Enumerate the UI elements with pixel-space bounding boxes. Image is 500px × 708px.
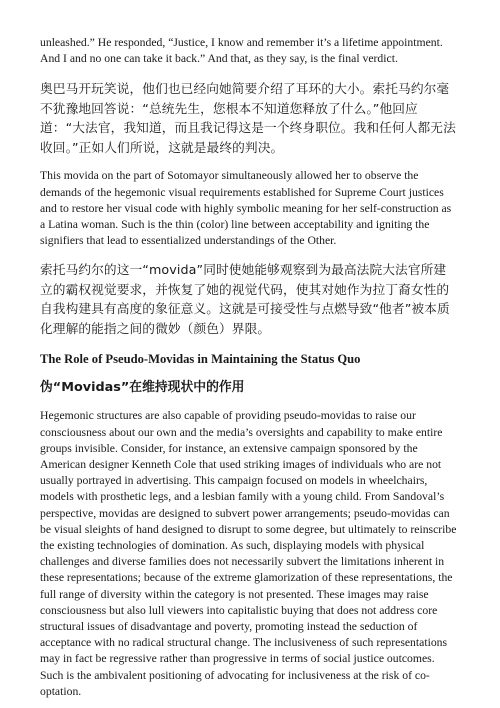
paragraph-english-2: This movida on the part of Sotomayor simultaneously allowed her to observe the demands of the hegemonic visual requirements established for Supreme Court justices and to restore her visual code with highly symbolic meaning for her self-construction as a Latina woman. Such is the thin (color) line between acceptability and igniting the signifiers that lead to essentialized understandings of the Other. <box>40 169 452 248</box>
section-heading-chinese: 伪“Movidas”在维持现状中的作用 <box>40 380 245 396</box>
paragraph-chinese-1: 奥巴马开玩笑说，他们也已经向她简要介绍了耳环的大小。索托马约尔毫不犹豫地回答说：“总统先生，您根本不知道您释放了什么。”他回应道：“大法官，我知道，而且我记得这是一个终身职位。我和任何人都无法收回。”正如人们所说，这就是最终的判决。 <box>40 81 456 155</box>
section-heading-english: The Role of Pseudo-Movidas in Maintaining the Status Quo <box>40 352 361 367</box>
paragraph-english-1: unleashed.” He responded, “Justice, I know and remember it’s a lifetime appointment. And I and no one can take it back.” And that, as they say, is the final verdict. <box>40 36 443 66</box>
paragraph-english-3: Hegemonic structures are also capable of providing pseudo-movidas to raise our consciousness about our own and the media’s oversights and capability to make entire groups invisible. Consider, for instance, an extensive campaign sponsored by the American designer Kenneth Cole that used striking images of individuals who are not usually portrayed in advertising. This campaign focused on models in wheelchairs, models with prosthetic legs, and a lesbian family with a young child. From Sandoval’s perspective, movidas are designed to subvert power arrangements; pseudo-movidas can be visual sleights of hand designed to disrupt to some degree, but ultimately to reinscribe the existing technologies of domination. As such, displaying models with physical challenges and diverse families does not necessarily subvert the limitations inherent in these representations; because of the extreme glamorization of these representations, the full range of diversity within the category is not presented. These images may raise consciousness but also lull viewers into capitalistic buying that does not address core structural issues of disadvantage and poverty, promoting instead the seduction of acceptance with no radical structural change. The inclusiveness of such representations may in fact be regressive rather than progressive in terms of social justice outcomes. Such is the ambivalent positioning of advocating for inclusiveness at the risk of co-optation. <box>40 409 457 698</box>
paragraph-chinese-2: 索托马约尔的这一“movida”同时使她能够观察到为最高法院大法官所建立的霸权视觉要求，并恢复了她的视觉代码，使其对她作为拉丁裔女性的自我构建具有高度的象征意义。这就是可接受性与点燃导致“他者”被本质化理解的能指之间的微妙（颜色）界限。 <box>40 262 450 336</box>
